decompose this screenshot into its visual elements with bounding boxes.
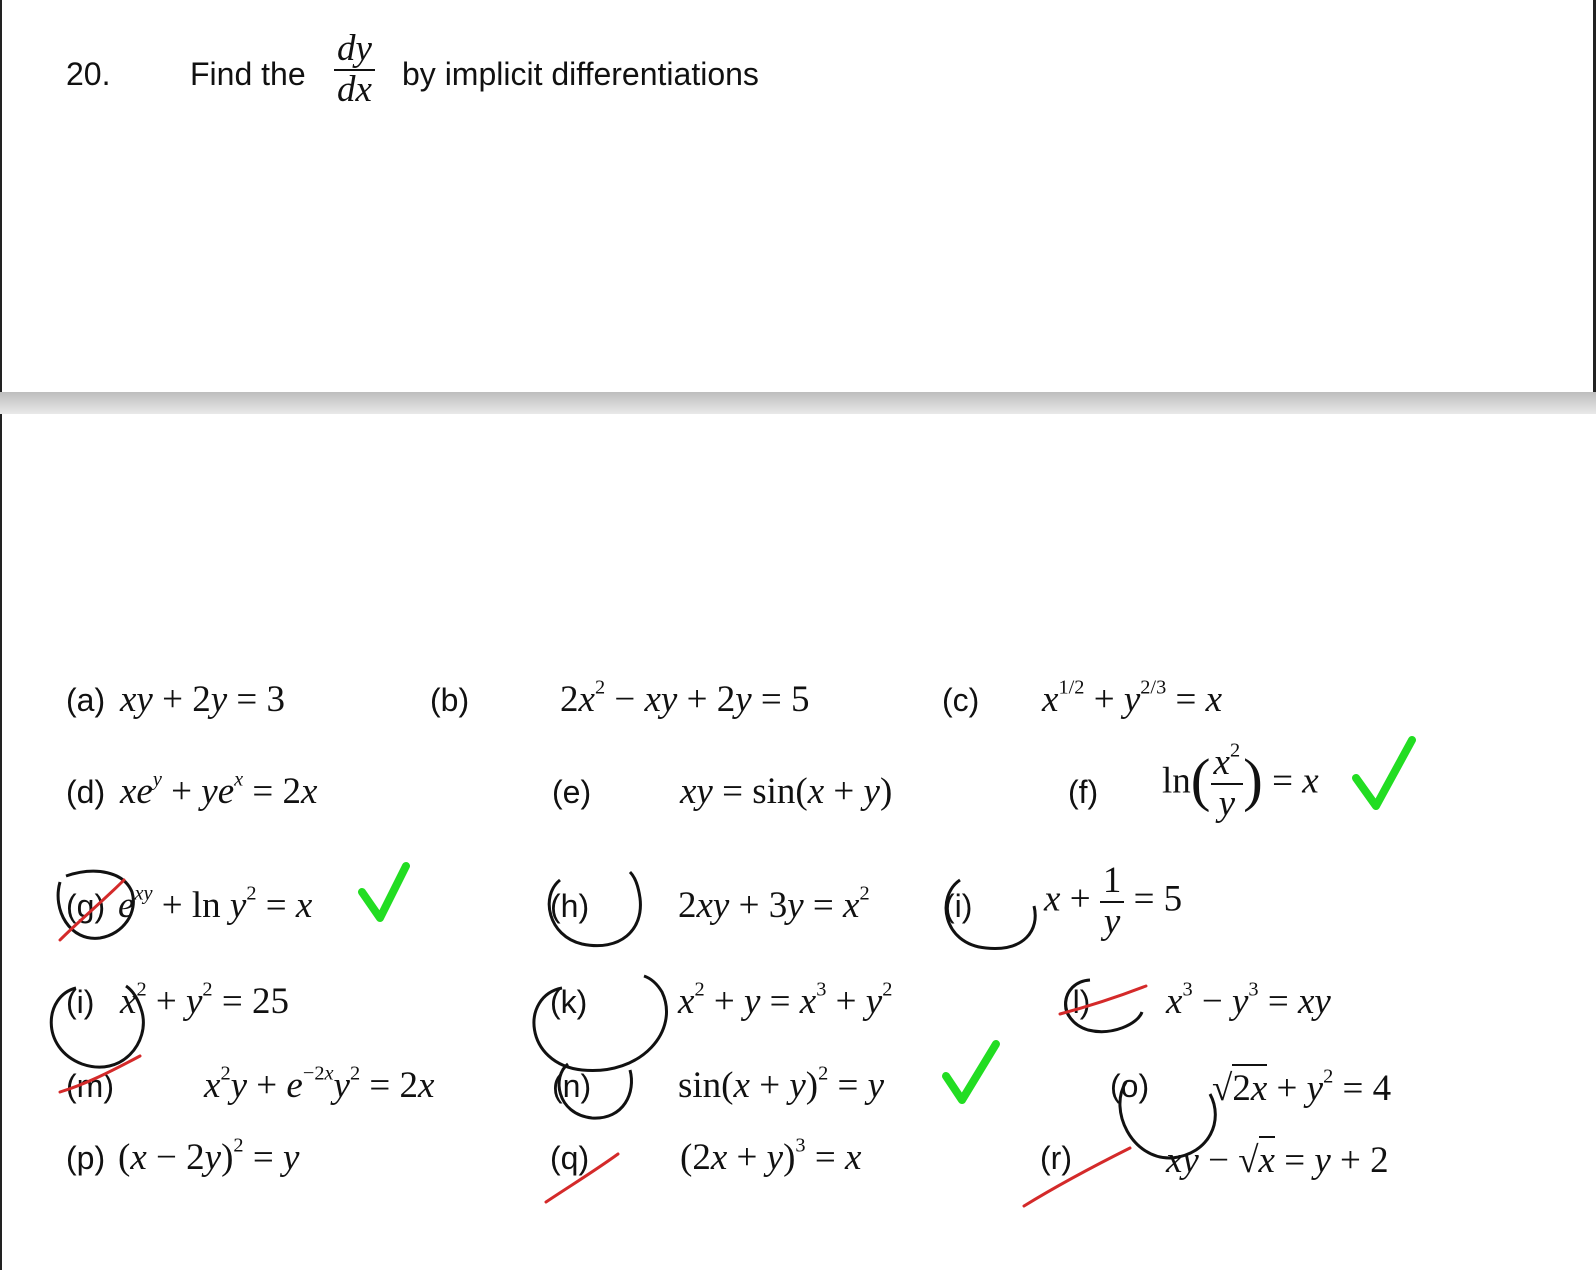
item-f-equation: ln( $\frac{x^2}{y}$ ) = x xyxy=(1162,739,1319,824)
item-n-equation: $\sin(x + y)^2 = y$ xyxy=(678,1062,885,1106)
item-q-equation: $(2x + y)^3 = x$ xyxy=(680,1134,862,1178)
item-l-equation: $x^3 - y^3$ = xy xyxy=(1166,978,1331,1022)
item-p-equation: $(x - 2y)^2 = y$ xyxy=(118,1134,300,1178)
item-r-equation: xy − √x = y + 2 xyxy=(1166,1136,1389,1182)
item-i2-label: (i) xyxy=(66,984,95,1020)
item-m-label: (m) xyxy=(66,1068,114,1104)
item-p-label: (p) xyxy=(66,1140,106,1176)
item-o-equation: $√2x + y^2 = 4$ xyxy=(1212,1065,1392,1109)
item-a-label: (a) xyxy=(66,682,106,718)
check-mark-icon-f xyxy=(1356,740,1412,806)
page-frame-left xyxy=(0,0,2,1270)
item-m-equation: $x^2y + e^{-2x}y^2 = 2x$ xyxy=(204,1062,435,1106)
item-h-label: (h) xyxy=(550,888,590,924)
item-f-label: (f) xyxy=(1068,774,1099,810)
dy-dx-fraction xyxy=(334,30,375,110)
question-text-after: by implicit differentiations xyxy=(402,56,759,92)
item-b-equation: $2x^2$ − xy + 2y = 5 xyxy=(560,676,810,720)
item-e-label: (e) xyxy=(552,774,592,810)
item-d-label: (d) xyxy=(66,774,106,810)
page-divider xyxy=(0,392,1596,414)
check-mark-icon-g xyxy=(362,866,406,918)
question-number: 20. xyxy=(66,56,111,92)
item-i1-equation: x + $\frac{1}{y}$ = 5 xyxy=(1044,860,1183,942)
item-g-equation: $e^{xy} + \ln y^2 = x$ xyxy=(118,882,313,926)
item-h-equation: $2xy + 3y = x^2$ xyxy=(678,882,870,926)
check-mark-icon-n xyxy=(946,1044,996,1100)
item-o-label: (o) xyxy=(1110,1068,1150,1104)
item-b-label: (b) xyxy=(430,682,470,718)
item-n-label: (n) xyxy=(552,1068,592,1104)
item-g-label: (g) xyxy=(66,888,106,924)
item-l-label: (l) xyxy=(1062,984,1091,1020)
item-a-equation: xy + 2y = 3 xyxy=(120,679,286,720)
fraction-denominator: dx xyxy=(337,68,372,110)
item-c-equation: $x^{1/2} + y^{2/3} = x$ xyxy=(1042,676,1223,720)
item-e-equation: xy = sin(x + y) xyxy=(680,771,893,812)
item-i2-equation: $x^2 + y^2 = 25$ xyxy=(120,978,289,1022)
item-c-label: (c) xyxy=(942,682,980,718)
item-r-label: (r) xyxy=(1040,1140,1072,1176)
fraction-numerator: dy xyxy=(334,30,375,71)
item-k-label: (k) xyxy=(550,984,588,1020)
item-i1-label: (i) xyxy=(944,888,973,924)
item-d-equation: $xe^y + ye^x = 2x$ xyxy=(120,768,318,812)
question-text-before: Find the xyxy=(190,56,306,92)
item-q-label: (q) xyxy=(550,1140,590,1176)
item-k-equation: $x^2 + y = x^3 + y^2$ xyxy=(678,978,893,1022)
